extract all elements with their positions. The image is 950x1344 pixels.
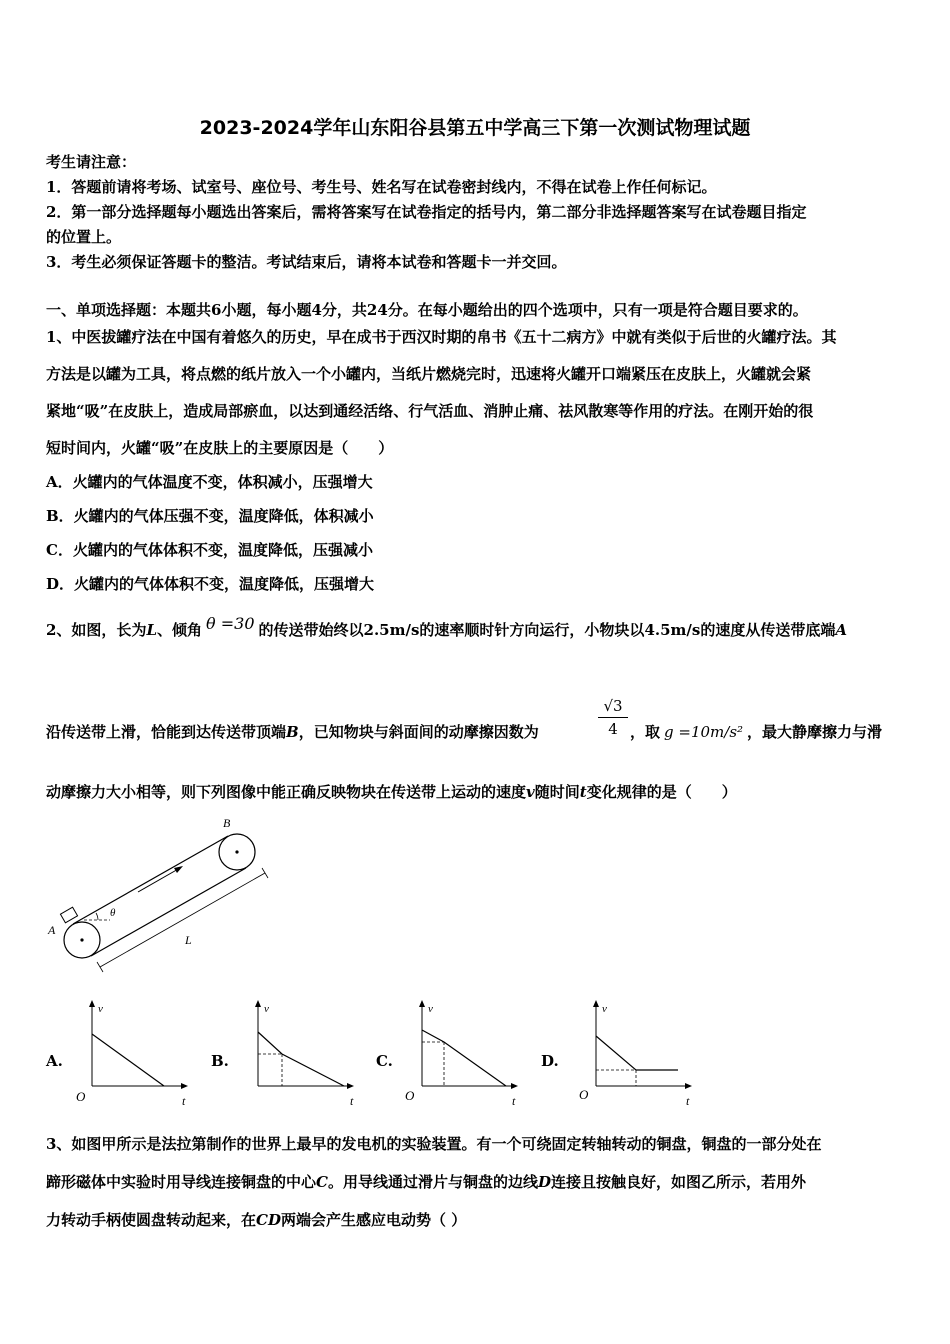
- section-heading: 一、单项选择题：本题共6小题，每小题4分，共24分。在每小题给出的四个选项中，只有一项是符合题目要求的。: [46, 301, 808, 319]
- axis-t: t: [182, 1094, 186, 1108]
- graph-c: [402, 998, 532, 1108]
- q1-option-b: B．火罐内的气体压强不变，温度降低，体积减小: [46, 507, 374, 525]
- label-a: A: [48, 923, 56, 937]
- q2-line-3: 动摩擦力大小相等，则下列图像中能正确反映物块在传送带上运动的速度v随时间t变化规律的是（ ）: [46, 783, 737, 801]
- q1-line-3: 紧地“吸”在皮肤上，造成局部瘀血，以达到通经活络、行气活血、消肿止痛、祛风散寒等作用的疗法。在刚开始的很: [46, 402, 814, 420]
- g-expression: g =10m/s²: [664, 723, 744, 741]
- origin: O: [76, 1089, 86, 1104]
- notice-heading: 考生请注意：: [46, 153, 137, 171]
- option-a-label: A.: [46, 1052, 63, 1070]
- label-b: B: [223, 816, 231, 830]
- notice-item-1: 1．答题前请将考场、试室号、座位号、考生号、姓名写在试卷密封线内，不得在试卷上作任何标记。: [46, 178, 717, 196]
- block: [60, 907, 77, 923]
- conveyor-figure: [40, 812, 280, 982]
- notice-item-2: 2．第一部分选择题每小题选出答案后，需将答案写在试卷指定的括号内，第二部分非选择题答案写在试卷题目指定: [46, 203, 807, 221]
- axis-t: t: [512, 1094, 516, 1108]
- q3-line-2: 蹄形磁体中实验时用导线连接铜盘的中心C。用导线通过滑片与铜盘的边线D连接且按触良好，如图乙所示，若用外: [46, 1173, 807, 1191]
- q2-line-2b: ，取 g =10m/s² ，最大静摩擦力与滑: [630, 723, 883, 741]
- label-length: L: [185, 933, 192, 947]
- q2-line-1: 2、如图，长为L、倾角 θ =30 的传送带始终以2.5m/s的速率顺时针方向运行，小物块以4.5m/s的速度从传送带底端A: [46, 614, 847, 639]
- option-b-label: B.: [211, 1052, 229, 1070]
- graph-a: [72, 998, 202, 1108]
- theta-expression: θ =30: [206, 614, 255, 633]
- label-theta: θ: [110, 907, 116, 919]
- q3-line-1: 3、如图甲所示是法拉第制作的世界上最早的发电机的实验装置。有一个可绕固定转轴转动的铜盘，铜盘的一部分处在: [46, 1135, 822, 1153]
- axis-t: t: [686, 1094, 690, 1108]
- q1-line-4: 短时间内，火罐“吸”在皮肤上的主要原因是（ ）: [46, 439, 394, 457]
- axis-t: t: [350, 1094, 354, 1108]
- axis-v: v: [602, 1003, 607, 1015]
- notice-item-2-cont: 的位置上。: [46, 228, 122, 246]
- q1-line-1: 1、中医拔罐疗法在中国有着悠久的历史，早在成书于西汉时期的帛书《五十二病方》中就有类似于后世的火罐疗法。其: [46, 328, 837, 346]
- option-c-label: C.: [376, 1052, 393, 1070]
- motion-arrow: [138, 868, 180, 892]
- q1-option-d: D．火罐内的气体体积不变，温度降低，压强增大: [46, 575, 375, 593]
- origin: O: [405, 1088, 415, 1103]
- q2-line-2: 沿传送带上滑，恰能到达传送带顶端B，已知物块与斜面间的动摩擦因数为: [46, 723, 539, 741]
- q1-line-2: 方法是以罐为工具，将点燃的纸片放入一个小罐内，当纸片燃烧完时，迅速将火罐开口端紧压在皮肤上，火罐就会紧: [46, 365, 812, 383]
- axis-v: v: [428, 1003, 433, 1015]
- axis-v: v: [98, 1003, 103, 1015]
- graph-b: [238, 998, 368, 1108]
- q1-option-c: C．火罐内的气体体积不变，温度降低，压强减小: [46, 541, 373, 559]
- axis-v: v: [264, 1003, 269, 1015]
- graph-d: [576, 998, 706, 1108]
- origin: O: [579, 1087, 589, 1102]
- option-d-label: D.: [541, 1052, 559, 1070]
- q3-line-3: 力转动手柄使圆盘转动起来，在CD两端会产生感应电动势（ ）: [46, 1211, 467, 1229]
- page-title: 2023-2024学年山东阳谷县第五中学高三下第一次测试物理试题: [199, 117, 751, 139]
- notice-item-3: 3．考生必须保证答题卡的整洁。考试结束后，请将本试卷和答题卡一并交回。: [46, 253, 567, 271]
- mu-fraction: √3 4: [598, 695, 628, 740]
- q1-option-a: A．火罐内的气体温度不变，体积减小，压强增大: [46, 473, 373, 491]
